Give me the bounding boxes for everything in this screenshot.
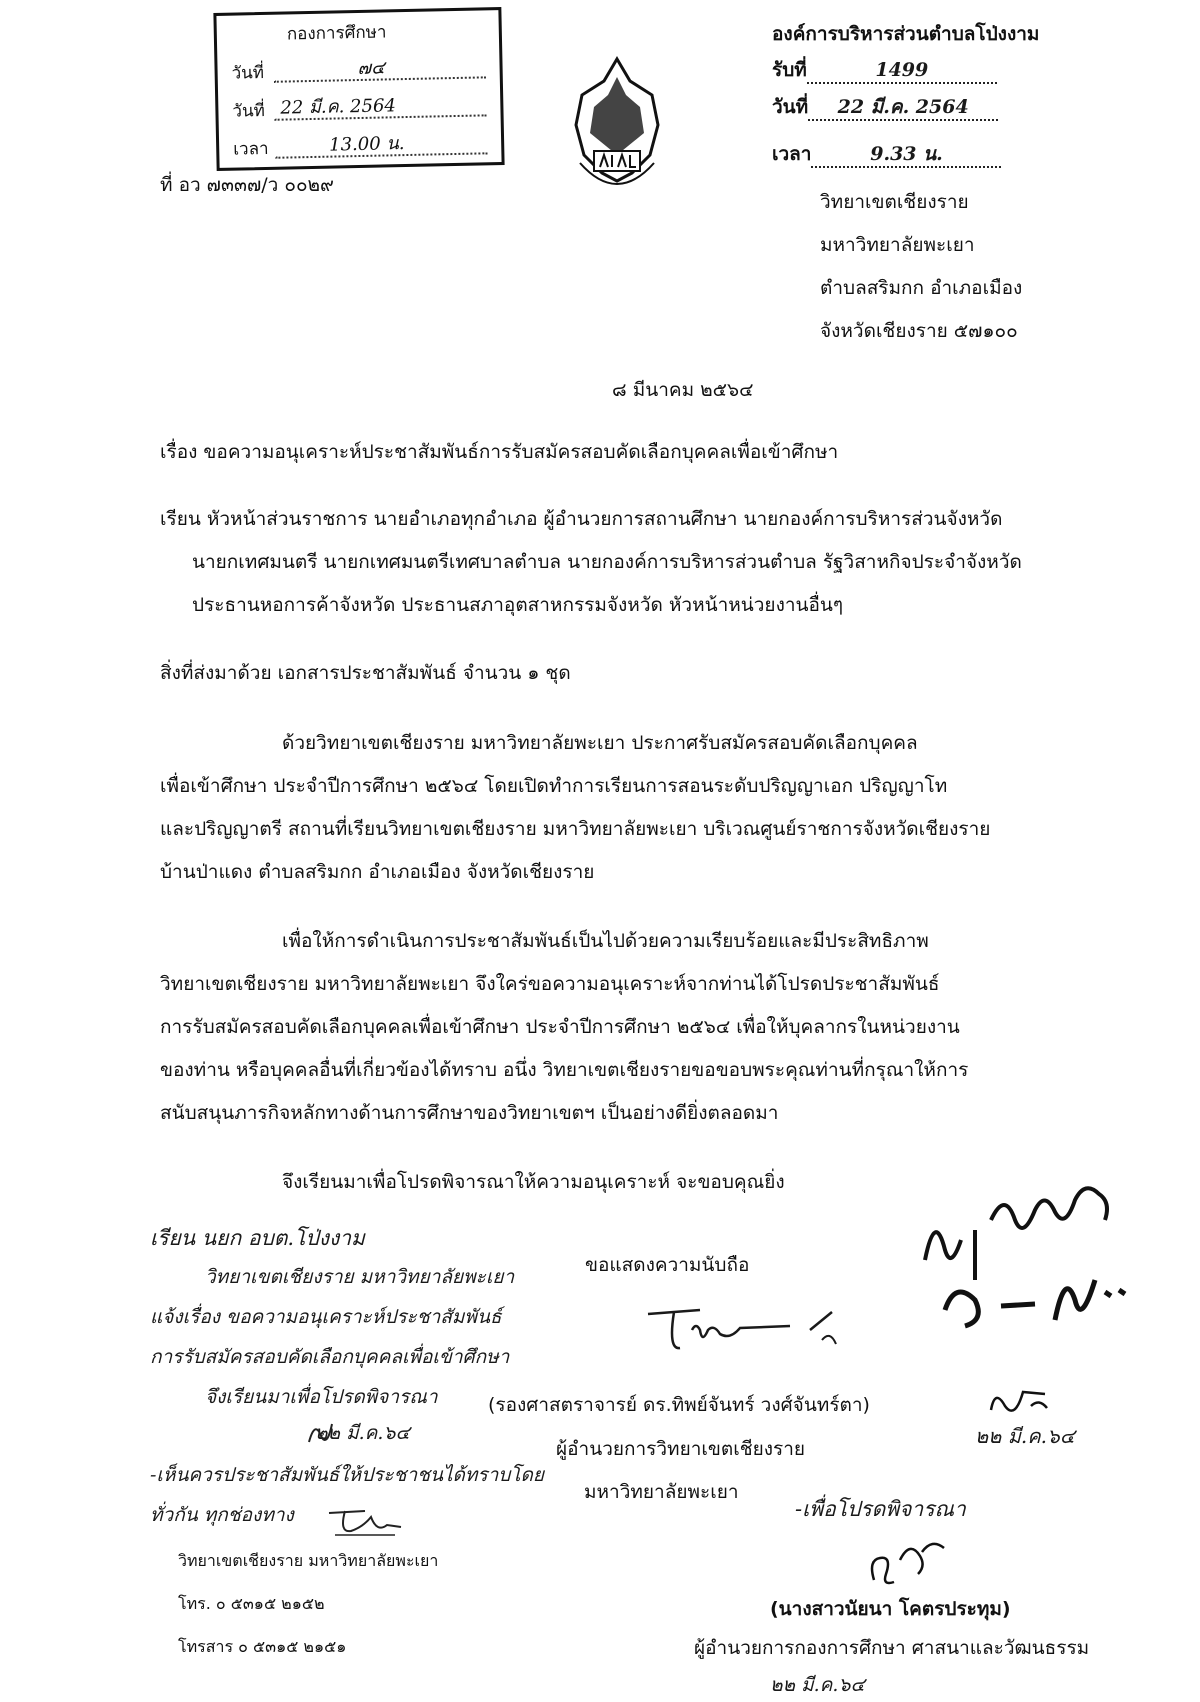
contact-fax: โทรสาร ๐ ๕๓๑๕ ๒๑๕๑ [178, 1637, 347, 1656]
stamp-right-time-label: เวลา [772, 143, 812, 165]
contact-office: วิทยาเขตเชียงราย มหาวิทยาลัยพะเยา [178, 1551, 439, 1570]
handwritten-note-line: เรียน นยก อบต.โป่งงาม [150, 1226, 365, 1250]
document-number: ที่ อว ๗๓๓๗/ว ๐๐๒๙ [160, 174, 334, 196]
director-signature [860, 1530, 950, 1590]
stamp-right-date [772, 95, 998, 121]
paragraph-2-line: สนับสนุนภารกิจหลักทางด้านการศึกษาของวิทยาเขตฯ เป็นอย่างดียิ่งตลอดมา [160, 1102, 779, 1124]
handwritten-note-line: -เห็นควรประชาสัมพันธ์ให้ประชาชนได้ทราบโดย [150, 1464, 545, 1486]
paragraph-2-line: ของท่าน หรือบุคคลอื่นที่เกี่ยวข้องได้ทราบ อนึ่ง วิทยาเขตเชียงรายขอขอบพระคุณท่านที่กรุณาให้การ [160, 1059, 969, 1081]
sender-address-line: มหาวิทยาลัยพะเยา [820, 234, 975, 256]
paragraph-1-line: บ้านป่าแดง ตำบลสริมกก อำเภอเมือง จังหวัดเชียงราย [160, 861, 595, 883]
paragraph-1-line: เพื่อเข้าศึกษา ประจำปีการศึกษา ๒๕๖๔ โดยเปิดทำการเรียนการสอนระดับปริญญาเอก ปริญญาโท [160, 775, 948, 797]
stamp-right-time-value: 9.33 น. [870, 143, 943, 165]
paragraph-2-line: วิทยาเขตเชียงราย มหาวิทยาลัยพะเยา จึงใคร่ขอความอนุเคราะห์จากท่านได้โปรดประชาสัมพันธ์ [160, 973, 940, 995]
sender-address-line: ตำบลสริมกก อำเภอเมือง [820, 277, 1023, 299]
signer-signature [640, 1300, 860, 1360]
handwritten-note-line: จึงเรียนมาเพื่อโปรดพิจารณา [205, 1386, 438, 1408]
closing-line: จึงเรียนมาเพื่อโปรดพิจารณาให้ความอนุเคราะห์ จะขอบคุณยิ่ง [282, 1171, 785, 1193]
handwritten-initial [985, 1380, 1065, 1420]
stamp-right-recv-label: รับที่ [772, 59, 807, 81]
handwritten-initial [305, 1418, 335, 1448]
recipient-line: นายกเทศมนตรี นายกเทศมนตรีเทศบาลตำบล นายกองค์การบริหารส่วนตำบล รัฐวิสาหกิจประจำจังหวัด [192, 551, 1022, 573]
stamp-rubthi-label: วันที่ [231, 62, 265, 84]
handwritten-note: -เพื่อโปรดพิจารณา [795, 1497, 966, 1521]
handwritten-approval-scrawl [905, 1150, 1145, 1340]
handwritten-note-line: การรับสมัครสอบคัดเลือกบุคคลเพื่อเข้าศึกษา [150, 1346, 510, 1368]
stamp-date-value: 22 มี.ค. 2564 [280, 95, 397, 119]
paragraph-2-line: เพื่อให้การดำเนินการประชาสัมพันธ์เป็นไปด้วยความเรียบร้อยและมีประสิทธิภาพ [282, 930, 929, 952]
handwritten-note-line: ทั่วกัน ทุกช่องทาง [150, 1504, 294, 1526]
handwritten-signature-small [325, 1505, 405, 1539]
handwritten-date: ๒๒ มี.ค.๖๔ [315, 1422, 410, 1444]
signer-title: ผู้อำนวยการวิทยาเขตเชียงราย [556, 1438, 806, 1460]
paragraph-1-line: และปริญญาตรี สถานที่เรียนวิทยาเขตเชียงราย มหาวิทยาลัยพะเยา บริเวณศูนย์ราชการจังหวัดเชียงราย [160, 818, 991, 840]
stamp-time-value: 13.00 น. [328, 133, 405, 156]
handwritten-date: ๒๒ มี.ค.๖๔ [975, 1424, 1075, 1448]
recipient-line: เรียน หัวหน้าส่วนราชการ นายอำเภอทุกอำเภอ ผู้อำนวยการสถานศึกษา นายกองค์การบริหารส่วนจังหวัด [160, 508, 1003, 530]
contact-phone: โทร. ๐ ๕๓๑๕ ๒๑๕๒ [178, 1594, 325, 1613]
recipient-line: ประธานหอการค้าจังหวัด ประธานสภาอุตสาหกรรมจังหวัด หัวหน้าหน่วยงานอื่นๆ [192, 594, 844, 616]
stamp-office: กองการศึกษา [286, 22, 387, 45]
stamp-right-time [772, 142, 1001, 168]
handwritten-note-line: วิทยาเขตเชียงราย มหาวิทยาลัยพะเยา [205, 1266, 515, 1288]
stamp-right-org: องค์การบริหารส่วนตำบลโป่งงาม [772, 23, 1040, 45]
handwritten-note-line: แจ้งเรื่อง ขอความอนุเคราะห์ประชาสัมพันธ์ [150, 1306, 502, 1328]
enclosure: สิ่งที่ส่งมาด้วย เอกสารประชาสัมพันธ์ จำนวน ๑ ชุด [160, 662, 571, 684]
stamp-right-date-value: 22 มี.ค. 2564 [837, 96, 969, 118]
stamp-time-label: เวลา [233, 138, 269, 160]
signer-title: มหาวิทยาลัยพะเยา [584, 1481, 739, 1503]
stamp-right-date-label: วันที่ [772, 96, 809, 118]
handwritten-date: ๒๒ มี.ค.๖๔ [770, 1674, 865, 1696]
university-emblem [560, 55, 675, 195]
receive-stamp-left [213, 7, 504, 171]
letter-subject: เรื่อง ขอความอนุเคราะห์ประชาสัมพันธ์การรับสมัครสอบคัดเลือกบุคคลเพื่อเข้าศึกษา [160, 441, 839, 463]
stamp-right-recv-value: 1499 [875, 59, 929, 81]
letter-date: ๘ มีนาคม ๒๕๖๔ [612, 379, 754, 401]
signer-name: (รองศาสตราจารย์ ดร.ทิพย์จันทร์ วงศ์จันทร์ตา) [488, 1394, 870, 1416]
regards: ขอแสดงความนับถือ [585, 1254, 750, 1276]
stamp-rubthi-value: ๗๔ [357, 57, 385, 80]
stamp-right-recv [772, 58, 997, 84]
director-name: (นางสาวนัยนา โคตรประทุม) [770, 1598, 1011, 1620]
paragraph-2-line: การรับสมัครสอบคัดเลือกบุคคลเพื่อเข้าศึกษา ประจำปีการศึกษา ๒๕๖๔ เพื่อให้บุคลากรในหน่วยงาน [160, 1016, 960, 1038]
sender-address-line: วิทยาเขตเชียงราย [820, 191, 969, 213]
sender-address-line: จังหวัดเชียงราย ๕๗๑๐๐ [820, 320, 1018, 342]
stamp-date-label: วันที่ [232, 100, 266, 122]
director-title: ผู้อำนวยการกองการศึกษา ศาสนาและวัฒนธรรม [694, 1637, 1090, 1659]
paragraph-1-line: ด้วยวิทยาเขตเชียงราย มหาวิทยาลัยพะเยา ประกาศรับสมัครสอบคัดเลือกบุคคล [282, 732, 918, 754]
